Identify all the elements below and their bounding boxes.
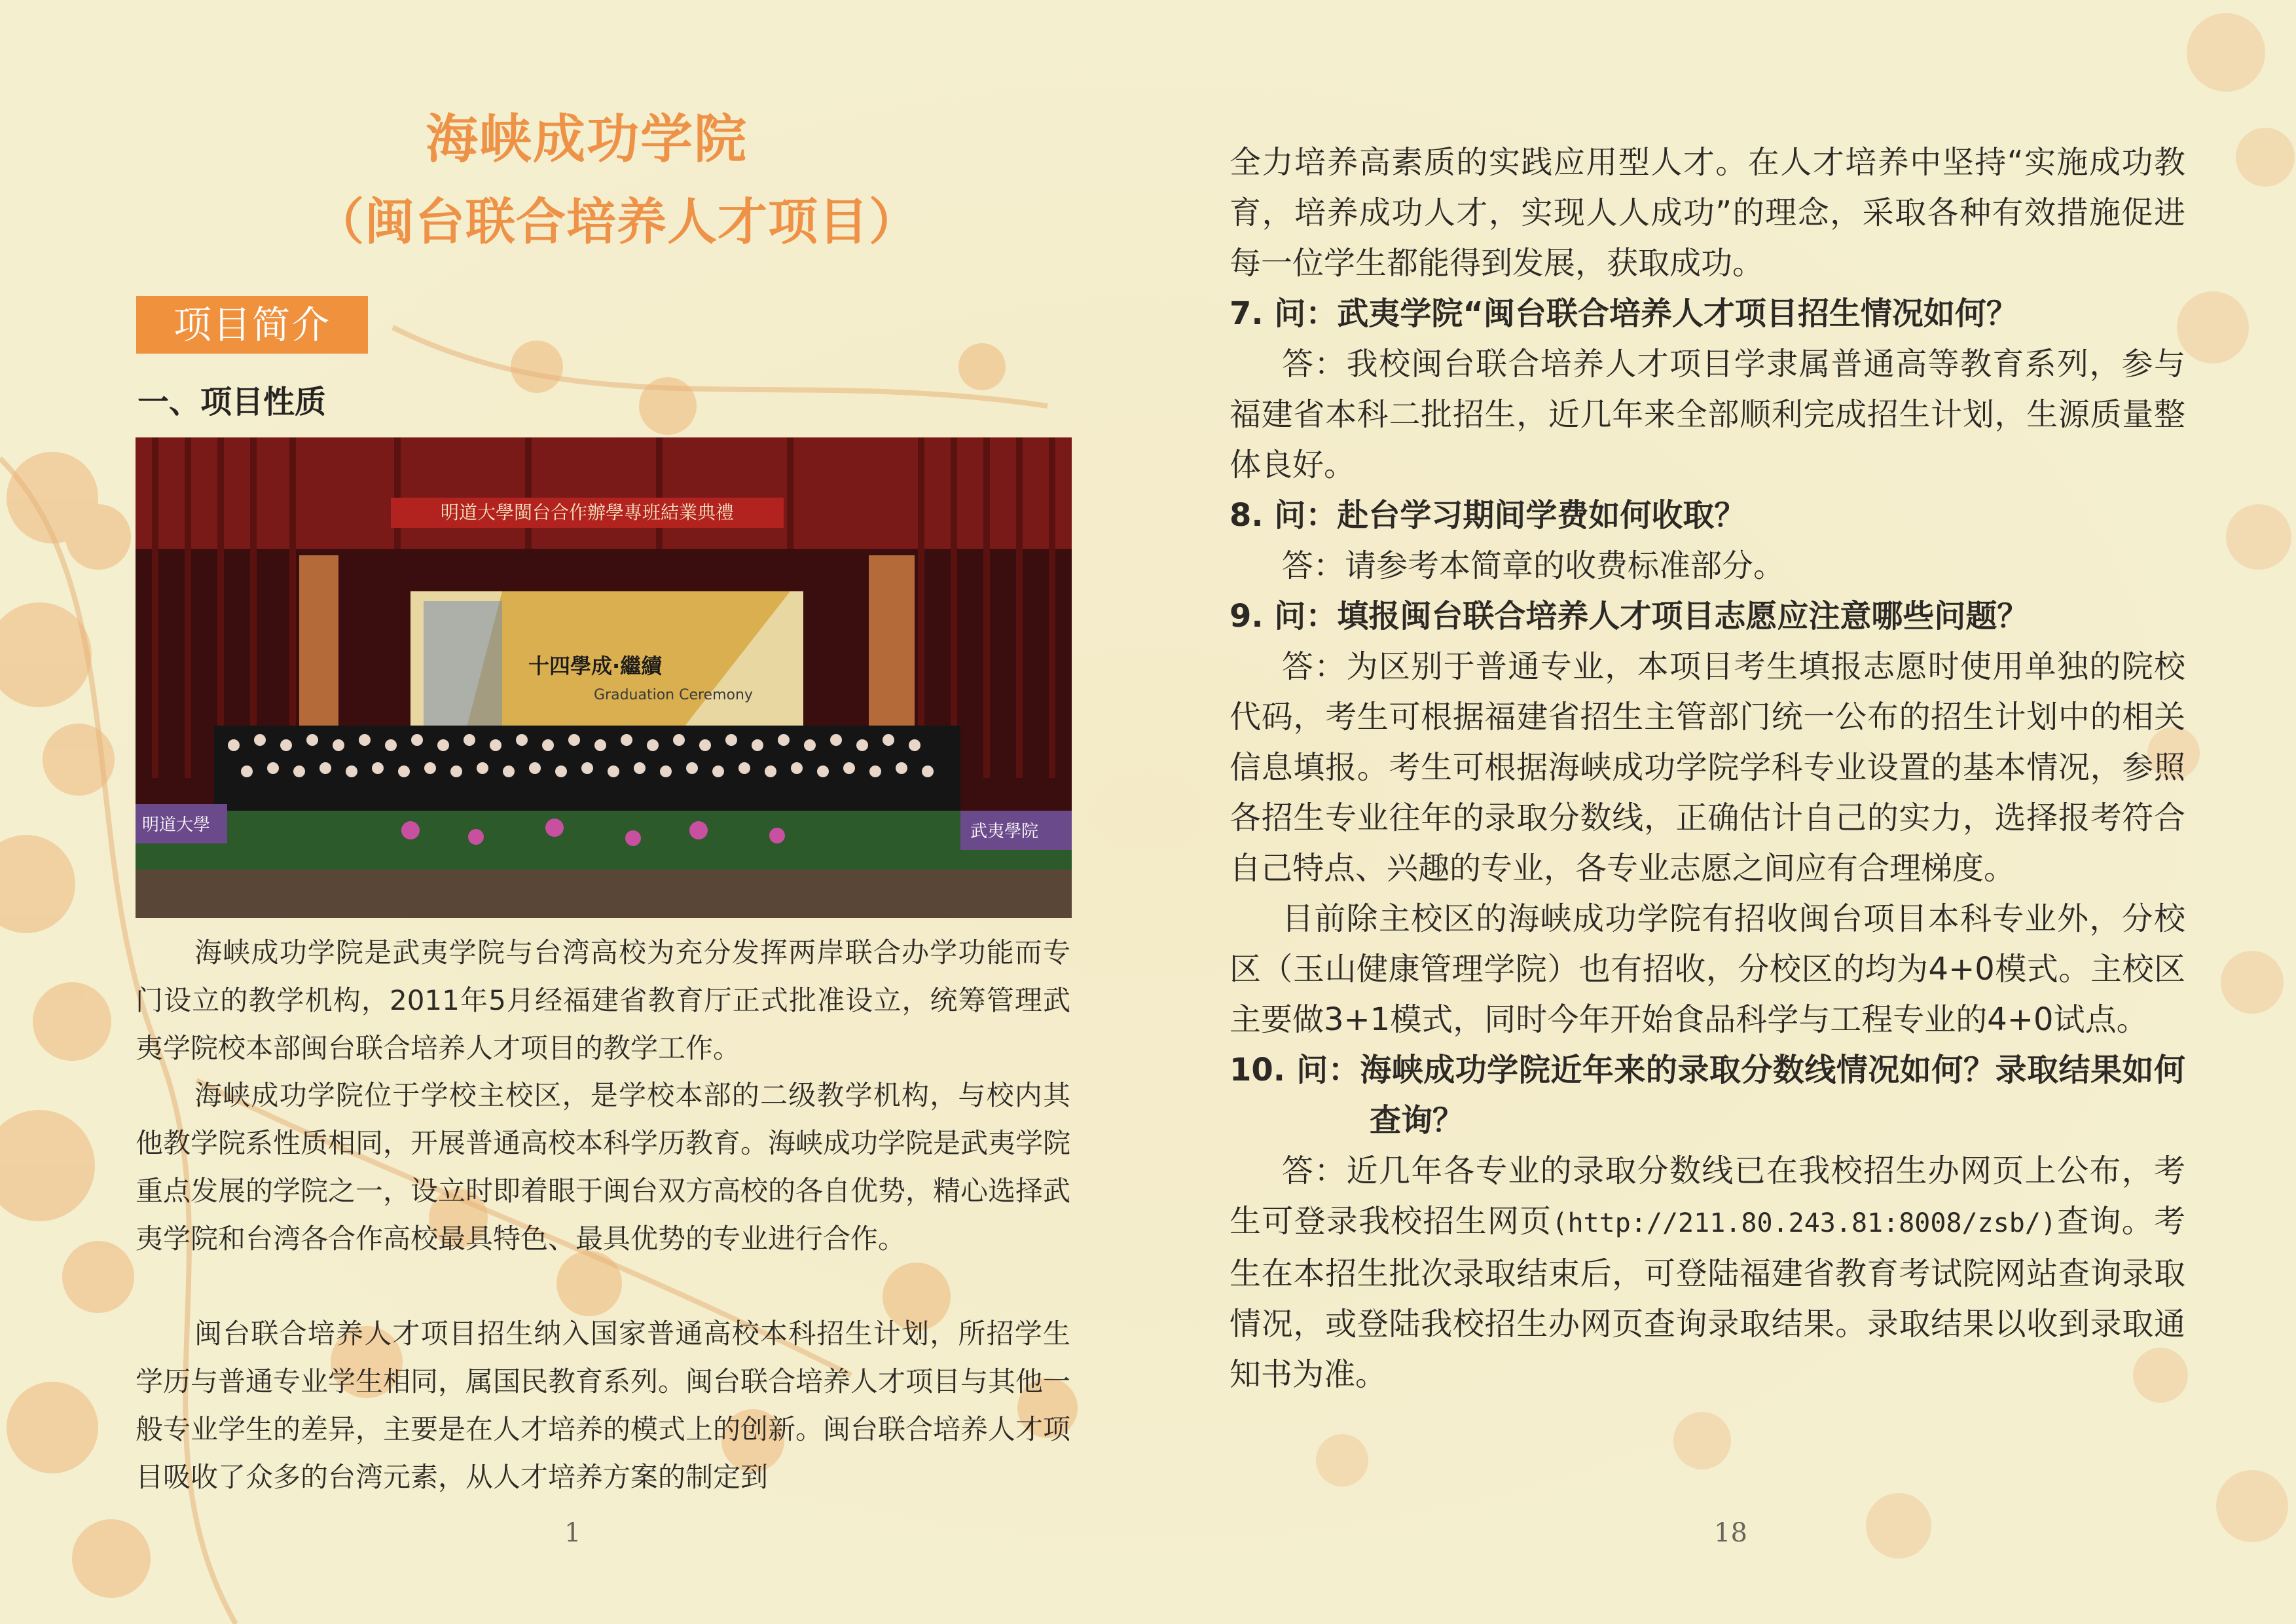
- answer-8: 答：请参考本简章的收费标准部分。: [1282, 547, 1785, 584]
- paragraph-1: 海峡成功学院是武夷学院与台湾高校为充分发挥两岸联合办学功能而专门设立的教学机构，2011年5月经福建省教育厅正式批准设立，统筹管理武夷学院校本部闽台联合培养人才项目的教学工作。: [136, 936, 1070, 1064]
- admission-website-link[interactable]: (http://211.80.243.81:8008/zsb/): [1552, 1208, 2057, 1238]
- photo-banner-text: 明道大學閩台合作辦學專班結業典禮: [440, 502, 735, 523]
- page-subtitle: （闽台联合培养人才项目）: [314, 193, 919, 251]
- question-10: 10. 问：海峡成功学院近年来的录取分数线情况如何？录取结果如何查询？: [1230, 1052, 2185, 1139]
- question-9: 9. 问：填报闽台联合培养人才项目志愿应注意哪些问题？: [1230, 598, 2029, 635]
- photo-sign-right: 武夷學院: [970, 822, 1039, 841]
- admission-note: 目前除主校区的海峡成功学院有招收闽台项目本科专业外，分校区（玉山健康管理学院）也有招收，分校区的均为4+0模式。主校区主要做3+1模式，同时今年开始食品科学与工程专业的4+0试点。: [1230, 900, 2185, 1038]
- faq-column: [1230, 138, 2185, 1400]
- page-number-left: 1: [564, 1518, 581, 1548]
- section-subheading: 一、项目性质: [137, 384, 327, 420]
- photo-sign-left: 明道大學: [142, 815, 211, 835]
- question-8: 8. 问：赴台学习期间学费如何收取？: [1230, 497, 1746, 534]
- answer-9: 答：为区别于普通专业，本项目考生填报志愿时使用单独的院校代码，考生可根据福建省招生主管部门统一公布的招生计划中的相关信息填报。考生可根据海峡成功学院学科专业设置的基本情况，参照各招生专业往年的录取分数线，正确估计自己的实力，选择报考符合自己特点、兴趣的专业，各专业志愿之间应有合理梯度。: [1230, 648, 2185, 887]
- section-tag: 项目简介: [136, 296, 368, 354]
- photo-screen-text: 十四學成·繼續: [528, 654, 663, 678]
- photo-screen-subtext: Graduation Ceremony: [594, 687, 753, 703]
- answer-10-text: 答：近几年各专业的录取分数线已在我校招生办网页上公布，考生可登录我校招生网页: [1230, 1153, 2185, 1240]
- intro-paragraph: 全力培养高素质的实践应用型人才。在人才培养中坚持“实施成功教育，培养成功人才，实现人人成功”的理念，采取各种有效措施促进每一位学生都能得到发展，获取成功。: [1230, 144, 2185, 282]
- answer-10: [1230, 1146, 2185, 1400]
- paragraph-3: 闽台联合培养人才项目招生纳入国家普通高校本科招生计划，所招学生学历与普通专业学生相同，属国民教育系列。闽台联合培养人才项目与其他一般专业学生的差异，主要是在人才培养的模式上的创新。闽台联合培养人才项目吸收了众多的台湾元素，从人才培养方案的制定到: [136, 1318, 1071, 1493]
- answer-10-text-cont: 查询。考生在本招生批次录取结束后，可登陆福建省教育考试院网站查询录取情况，或登陆我校招生办网页查询录取结果。录取结果以收到录取通知书为准。: [1230, 1203, 2185, 1393]
- page-title: 海峡成功学院: [426, 109, 748, 170]
- question-7: 7. 问：武夷学院“闽台联合培养人才项目招生情况如何？: [1230, 295, 2018, 332]
- page-number-right: 18: [1714, 1518, 1747, 1548]
- answer-7: 答：我校闽台联合培养人才项目学隶属普通高等教育系列，参与福建省本科二批招生，近几年来全部顺利完成招生计划，生源质量整体良好。: [1230, 346, 2185, 483]
- graduation-ceremony-photo: [136, 437, 1072, 918]
- paragraph-2: 海峡成功学院位于学校主校区，是学校本部的二级教学机构，与校内其他教学院系性质相同，开展普通高校本科学历教育。海峡成功学院是武夷学院重点发展的学院之一，设立时即着眼于闽台双方高校的各自优势，精心选择武夷学院和台湾各合作高校最具特色、最具优势的专业进行合作。: [136, 1079, 1071, 1255]
